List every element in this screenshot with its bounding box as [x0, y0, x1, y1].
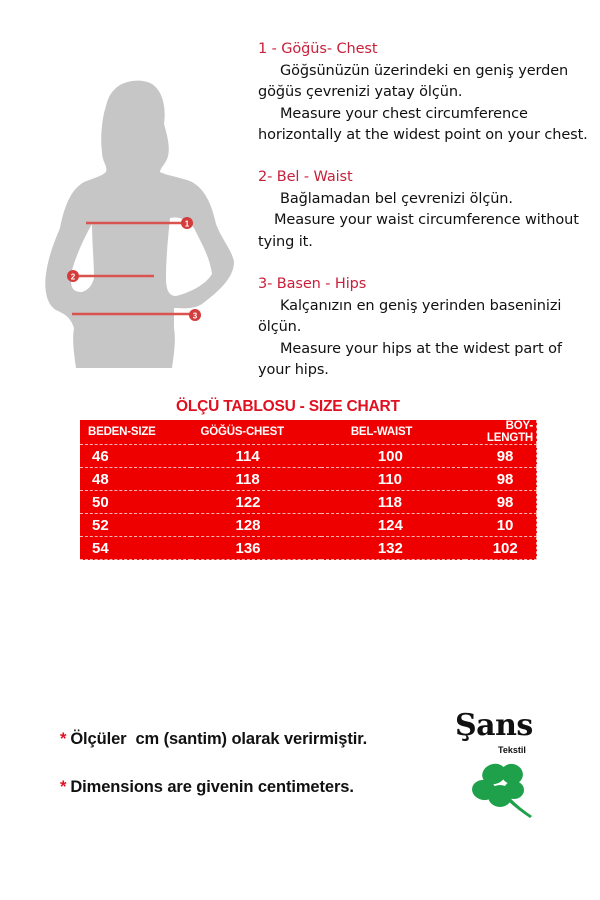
- cell-chest: 136: [191, 537, 321, 560]
- waist-en-text-2: tying it.: [258, 233, 313, 250]
- cell-waist: 118: [321, 491, 465, 514]
- cell-size: 50: [80, 491, 191, 514]
- cell-chest: 118: [191, 468, 321, 491]
- hips-instruction: [258, 274, 593, 382]
- table-row: [80, 514, 537, 537]
- clover-icon: [470, 760, 540, 822]
- cell-chest: 122: [191, 491, 321, 514]
- table-row: [80, 445, 537, 468]
- woman-silhouette: [45, 81, 234, 368]
- header-chest: GÖĞÜS-CHEST: [191, 420, 321, 445]
- header-length: BOY-LENGTH: [465, 420, 537, 445]
- body-measurement-figure: [42, 78, 242, 368]
- chest-tr-text-2: göğüs çevrenizi yatay ölçün.: [258, 84, 463, 100]
- header-waist: BEL-WAIST: [321, 420, 465, 445]
- table-row: [80, 537, 537, 560]
- cell-size: 52: [80, 514, 191, 537]
- cell-length: 98: [465, 445, 537, 468]
- chest-en-text-2: horizontally at the widest point on your chest.: [258, 127, 588, 143]
- waist-en-text: Measure your waist circumference without: [274, 212, 579, 228]
- note-english: [60, 778, 354, 797]
- table-row: [80, 491, 537, 514]
- chest-en-text: Measure your chest circumference: [280, 105, 528, 122]
- hips-en-text-2: your hips.: [258, 362, 329, 378]
- table-header-row: [80, 420, 537, 445]
- cell-size: 54: [80, 537, 191, 560]
- cell-size: 46: [80, 445, 191, 468]
- cell-waist: 110: [321, 468, 465, 491]
- waist-instruction: [258, 167, 593, 253]
- cell-size: 48: [80, 468, 191, 491]
- svg-text:1: 1: [184, 219, 190, 229]
- cell-length: 102: [465, 537, 537, 560]
- cell-length: 98: [465, 491, 537, 514]
- hips-tr-text: Kalçanızın en geniş yerinden baseninizi: [280, 297, 562, 314]
- cell-waist: 132: [321, 537, 465, 560]
- cell-length: 98: [465, 468, 537, 491]
- cell-chest: 114: [191, 445, 321, 468]
- asterisk-icon: *: [60, 778, 67, 796]
- asterisk-icon: *: [60, 730, 67, 748]
- hips-tr-text-2: ölçün.: [258, 319, 302, 335]
- note-text: Dimensions are givenin centimeters.: [70, 778, 354, 796]
- note-text: Ölçüler cm (santim) olarak verirmiştir.: [70, 730, 368, 748]
- chest-instruction: [258, 39, 593, 147]
- waist-tr-text: Bağlamadan bel çevrenizi ölçün.: [280, 190, 513, 207]
- hips-heading: 3- Basen - Hips: [258, 276, 367, 292]
- note-turkish: [60, 730, 367, 749]
- waist-heading: 2- Bel - Waist: [258, 169, 353, 185]
- size-chart-table: [80, 420, 537, 560]
- brand-logo-text: Şans: [455, 708, 533, 743]
- cell-chest: 128: [191, 514, 321, 537]
- svg-text:3: 3: [192, 311, 198, 321]
- chest-heading: 1 - Göğüs- Chest: [258, 41, 378, 57]
- table-row: [80, 468, 537, 491]
- cell-length: 10: [465, 514, 537, 537]
- brand-logo-subtitle: Tekstil: [498, 745, 526, 755]
- cell-waist: 100: [321, 445, 465, 468]
- svg-text:2: 2: [70, 272, 76, 282]
- size-chart-title: ÖLÇÜ TABLOSU - SIZE CHART: [176, 398, 400, 415]
- header-size: BEDEN-SIZE: [80, 420, 191, 445]
- hips-en-text: Measure your hips at the widest part of: [280, 340, 562, 357]
- cell-waist: 124: [321, 514, 465, 537]
- chest-tr-text: Göğsünüzün üzerindeki en geniş yerden: [280, 62, 569, 79]
